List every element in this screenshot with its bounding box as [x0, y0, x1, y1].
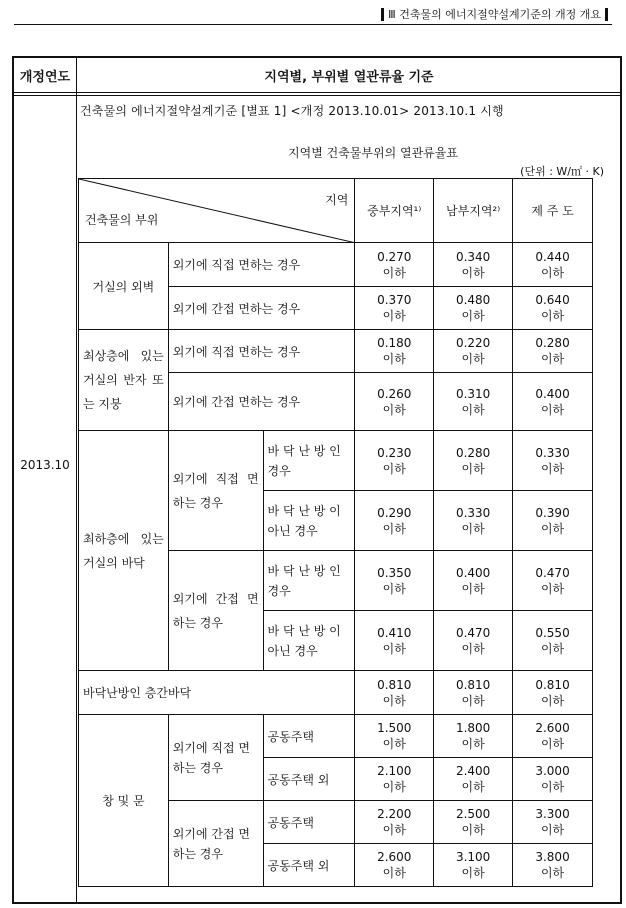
value-cell: 0.400 이하	[513, 373, 593, 431]
region-header-jeju: 제 주 도	[513, 179, 593, 243]
value-cell: 0.410 이하	[355, 611, 434, 671]
value-cell: 0.280 이하	[434, 431, 513, 491]
value-cell: 0.330 이하	[434, 491, 513, 551]
sub-direct: 외기에 직접 면하는 경우	[168, 431, 263, 551]
group-wall: 거실의 외벽	[79, 243, 169, 330]
value-cell: 0.810 이하	[434, 671, 513, 715]
sub-heated: 바 닥 난 방 인 경우	[263, 551, 355, 611]
table-title: 지역별 건축물부위의 열관류율표	[288, 146, 458, 160]
value-cell: 0.280 이하	[513, 330, 593, 373]
value-cell: 0.470 이하	[513, 551, 593, 611]
sub-direct: 외기에 직접 면하는 경우	[168, 715, 263, 801]
value-cell: 0.220 이하	[434, 330, 513, 373]
value-cell: 0.470 이하	[434, 611, 513, 671]
value-cell: 0.260 이하	[355, 373, 434, 431]
value-cell: 2.100 이하	[355, 758, 434, 801]
year-column-header: 개정연도	[19, 69, 71, 85]
value-cell: 1.800 이하	[434, 715, 513, 758]
group-floor: 최하층에 있는 거실의 바닥	[79, 431, 169, 671]
sub-heated: 바 닥 난 방 인 경우	[263, 431, 355, 491]
sub-indirect: 외기에 간접 면하는 경우	[168, 801, 263, 887]
value-cell: 3.300 이하	[513, 801, 593, 844]
sub-apartment: 공동주택	[263, 801, 355, 844]
value-cell: 0.310 이하	[434, 373, 513, 431]
sub-not-heated: 바 닥 난 방 이 아닌 경우	[263, 611, 355, 671]
value-cell: 2.500 이하	[434, 801, 513, 844]
header-bar-left	[381, 8, 384, 21]
value-cell: 2.200 이하	[355, 801, 434, 844]
value-cell: 0.180 이하	[355, 330, 434, 373]
value-cell: 0.230 이하	[355, 431, 434, 491]
value-cell: 0.810 이하	[355, 671, 434, 715]
page-header	[381, 6, 608, 22]
value-cell: 0.340 이하	[434, 243, 513, 287]
value-cell: 0.350 이하	[355, 551, 434, 611]
sub-direct: 외기에 직접 면하는 경우	[168, 243, 355, 287]
header-bar-right	[605, 8, 608, 21]
divider	[76, 58, 77, 902]
sub-non-apartment: 공동주택 외	[263, 844, 355, 887]
value-cell: 0.390 이하	[513, 491, 593, 551]
value-cell: 0.370 이하	[355, 287, 434, 330]
value-cell: 0.480 이하	[434, 287, 513, 330]
title-column-header: 지역별, 부위별 열관류율 기준	[264, 69, 434, 85]
u-value-table	[78, 178, 593, 887]
unit-label: (단위 : W/㎡ · K)	[520, 165, 604, 178]
group-roof: 최상층에 있는 거실의 반자 또는 지붕	[79, 330, 169, 431]
region-header-central: 중부지역¹⁾	[355, 179, 434, 243]
value-cell: 0.550 이하	[513, 611, 593, 671]
value-cell: 0.440 이하	[513, 243, 593, 287]
sub-indirect: 외기에 간접 면하는 경우	[168, 373, 355, 431]
value-cell: 0.290 이하	[355, 491, 434, 551]
value-cell: 2.600 이하	[355, 844, 434, 887]
intro-text: 건축물의 에너지절약설계기준 [별표 1] <개정 2013.10.01> 2013.10.1 시행	[80, 104, 504, 118]
part-axis-label: 건축물의 부위	[85, 213, 159, 227]
group-window: 창 및 문	[79, 715, 169, 887]
year-value: 2013.10	[20, 458, 70, 472]
value-cell: 0.270 이하	[355, 243, 434, 287]
sub-direct: 외기에 직접 면하는 경우	[168, 330, 355, 373]
sub-apartment: 공동주택	[263, 715, 355, 758]
value-cell: 0.640 이하	[513, 287, 593, 330]
value-cell: 3.100 이하	[434, 844, 513, 887]
region-header-south: 남부지역²⁾	[434, 179, 513, 243]
divider	[14, 92, 620, 93]
value-cell: 0.330 이하	[513, 431, 593, 491]
value-cell: 3.000 이하	[513, 758, 593, 801]
region-axis-label: 지역	[325, 193, 349, 207]
value-cell: 0.810 이하	[513, 671, 593, 715]
divider	[14, 95, 620, 96]
group-heated-slab: 바닥난방인 층간바닥	[79, 671, 355, 715]
value-cell: 3.800 이하	[513, 844, 593, 887]
value-cell: 2.400 이하	[434, 758, 513, 801]
sub-indirect: 외기에 간접 면하는 경우	[168, 287, 355, 330]
value-cell: 2.600 이하	[513, 715, 593, 758]
value-cell: 1.500 이하	[355, 715, 434, 758]
sub-not-heated: 바 닥 난 방 이 아닌 경우	[263, 491, 355, 551]
header-rule	[14, 24, 612, 25]
header-text: Ⅲ 건축물의 에너지절약설계기준의 개정 개요	[388, 8, 601, 21]
sub-indirect: 외기에 간접 면하는 경우	[168, 551, 263, 671]
value-cell: 0.400 이하	[434, 551, 513, 611]
diagonal-header-cell	[79, 179, 355, 243]
sub-non-apartment: 공동주택 외	[263, 758, 355, 801]
